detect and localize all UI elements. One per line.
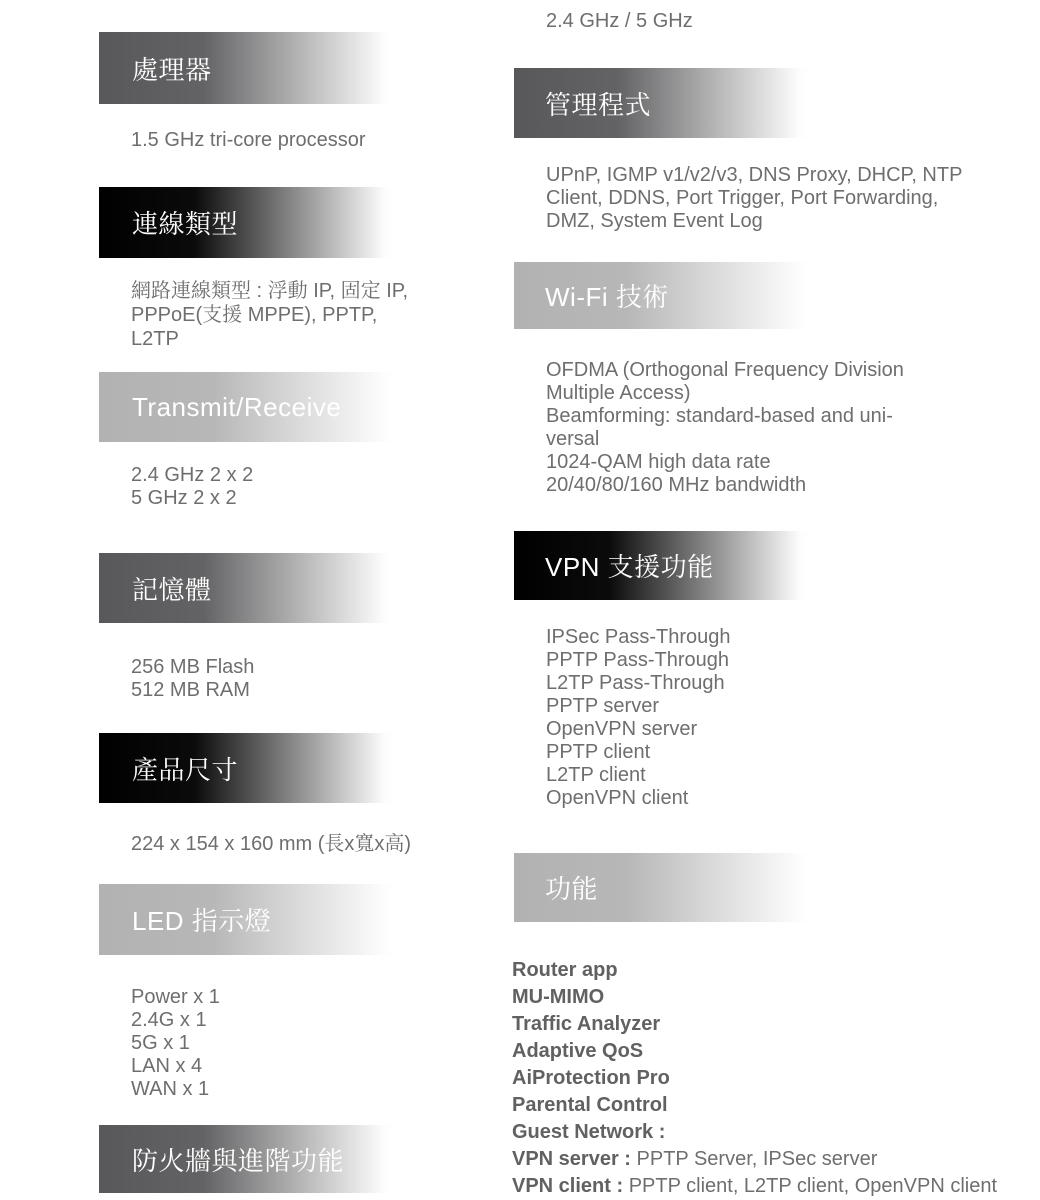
section-body-connection-type [131, 279, 408, 351]
section-body-dimensions [131, 833, 411, 856]
feature-name: AiProtection Pro [512, 1067, 670, 1089]
spec-line: Power x 1 [131, 986, 220, 1008]
spec-line: versal [546, 428, 600, 450]
spec-line: 5 GHz 2 x 2 [131, 487, 237, 509]
spec-line: L2TP [131, 328, 179, 350]
spec-line: 224 x 154 x 160 mm (長x寬x高) [131, 833, 412, 855]
spec-line: 256 MB Flash [131, 656, 255, 678]
section-title-wifi-technology: Wi-Fi 技術 [545, 282, 669, 312]
spec-line: PPPoE(支援 MPPE), PPTP, [131, 304, 378, 326]
section-header-memory [99, 553, 397, 623]
section-header-wifi-technology [514, 262, 812, 329]
section-title-vpn-support: VPN 支援功能 [545, 552, 714, 582]
feature-name: Guest Network : [512, 1121, 666, 1143]
spec-line: OpenVPN client [546, 787, 689, 809]
spec-line: 2.4G x 1 [131, 1009, 207, 1031]
spec-line: PPTP client [546, 741, 651, 763]
feature-line [512, 1011, 997, 1038]
section-body-transmit-receive [131, 464, 253, 510]
feature-name: VPN client : [512, 1175, 624, 1197]
section-title-memory: 記憶體 [132, 574, 212, 605]
spec-line: 5G x 1 [131, 1032, 190, 1054]
section-header-management [514, 68, 812, 138]
section-header-features [514, 853, 812, 922]
spec-line: 2.4 GHz 2 x 2 [131, 464, 254, 486]
spec-line: WAN x 1 [131, 1078, 210, 1100]
feature-name: Adaptive QoS [512, 1040, 644, 1062]
section-header-vpn-support [514, 531, 812, 600]
section-body-memory [131, 656, 254, 702]
spec-line: UPnP, IGMP v1/v2/v3, DNS Proxy, DHCP, NTP [546, 164, 963, 186]
section-title-firewall-advanced: 防火牆與進階功能 [132, 1145, 345, 1176]
features-list [512, 957, 997, 1200]
spec-line: PPTP server [546, 695, 659, 717]
spec-line: Beamforming: standard-based and uni- [546, 405, 893, 427]
spec-line: L2TP client [546, 764, 646, 786]
section-header-dimensions [99, 733, 397, 803]
section-title-dimensions: 產品尺寸 [132, 754, 239, 785]
spec-line: OFDMA (Orthogonal Frequency Division [546, 359, 904, 381]
feature-line [512, 984, 997, 1011]
feature-line [512, 1119, 997, 1146]
section-body-management [546, 164, 962, 233]
section-body-processor [131, 129, 366, 152]
spec-line: Multiple Access) [546, 382, 691, 404]
section-title-transmit-receive: Transmit/Receive [132, 391, 342, 422]
feature-line [512, 1065, 997, 1092]
feature-line [512, 1038, 997, 1065]
spec-line: 1024-QAM high data rate [546, 451, 771, 473]
feature-detail: PPTP client, L2TP client, OpenVPN client [623, 1175, 998, 1197]
section-title-processor: 處理器 [132, 54, 212, 85]
spec-line: Client, DDNS, Port Trigger, Port Forwarding, [546, 187, 939, 209]
spec-line: PPTP Pass-Through [546, 649, 730, 671]
spec-line: 1.5 GHz tri-core processor [131, 129, 366, 151]
spec-line: 2.4 GHz / 5 GHz [546, 10, 693, 32]
feature-line [512, 1092, 997, 1119]
feature-line [512, 1146, 997, 1173]
section-body-vpn-support [546, 626, 731, 810]
feature-name: Parental Control [512, 1094, 668, 1116]
spec-line: DMZ, System Event Log [546, 210, 763, 232]
spec-line: OpenVPN server [546, 718, 698, 740]
section-title-features: 功能 [545, 874, 599, 904]
section-header-transmit-receive [99, 372, 397, 442]
spec-line: 512 MB RAM [131, 679, 250, 701]
section-header-processor [99, 32, 397, 104]
section-header-connection-type [99, 187, 397, 258]
feature-name: Router app [512, 959, 618, 981]
section-header-firewall-advanced [99, 1125, 397, 1193]
feature-line [512, 957, 997, 984]
feature-name: VPN server : [512, 1148, 631, 1170]
section-title-management: 管理程式 [545, 89, 652, 120]
spec-line: IPSec Pass-Through [546, 626, 731, 648]
spec-line: LAN x 4 [131, 1055, 203, 1077]
feature-line [512, 1173, 997, 1200]
section-body-wifi-technology [546, 359, 904, 497]
feature-name: Traffic Analyzer [512, 1013, 661, 1035]
section-title-led-indicators: LED 指示燈 [132, 906, 272, 936]
feature-name: MU-MIMO [512, 986, 605, 1008]
section-title-connection-type: 連線類型 [132, 209, 239, 239]
spec-line: 20/40/80/160 MHz bandwidth [546, 474, 807, 496]
section-header-led-indicators [99, 884, 397, 955]
section-body-led-indicators [131, 986, 220, 1101]
band-support-line [546, 10, 693, 33]
spec-line: L2TP Pass-Through [546, 672, 725, 694]
feature-detail: PPTP Server, IPSec server [630, 1148, 878, 1170]
spec-line: 網路連線類型 : 浮動 IP, 固定 IP, [131, 280, 409, 302]
